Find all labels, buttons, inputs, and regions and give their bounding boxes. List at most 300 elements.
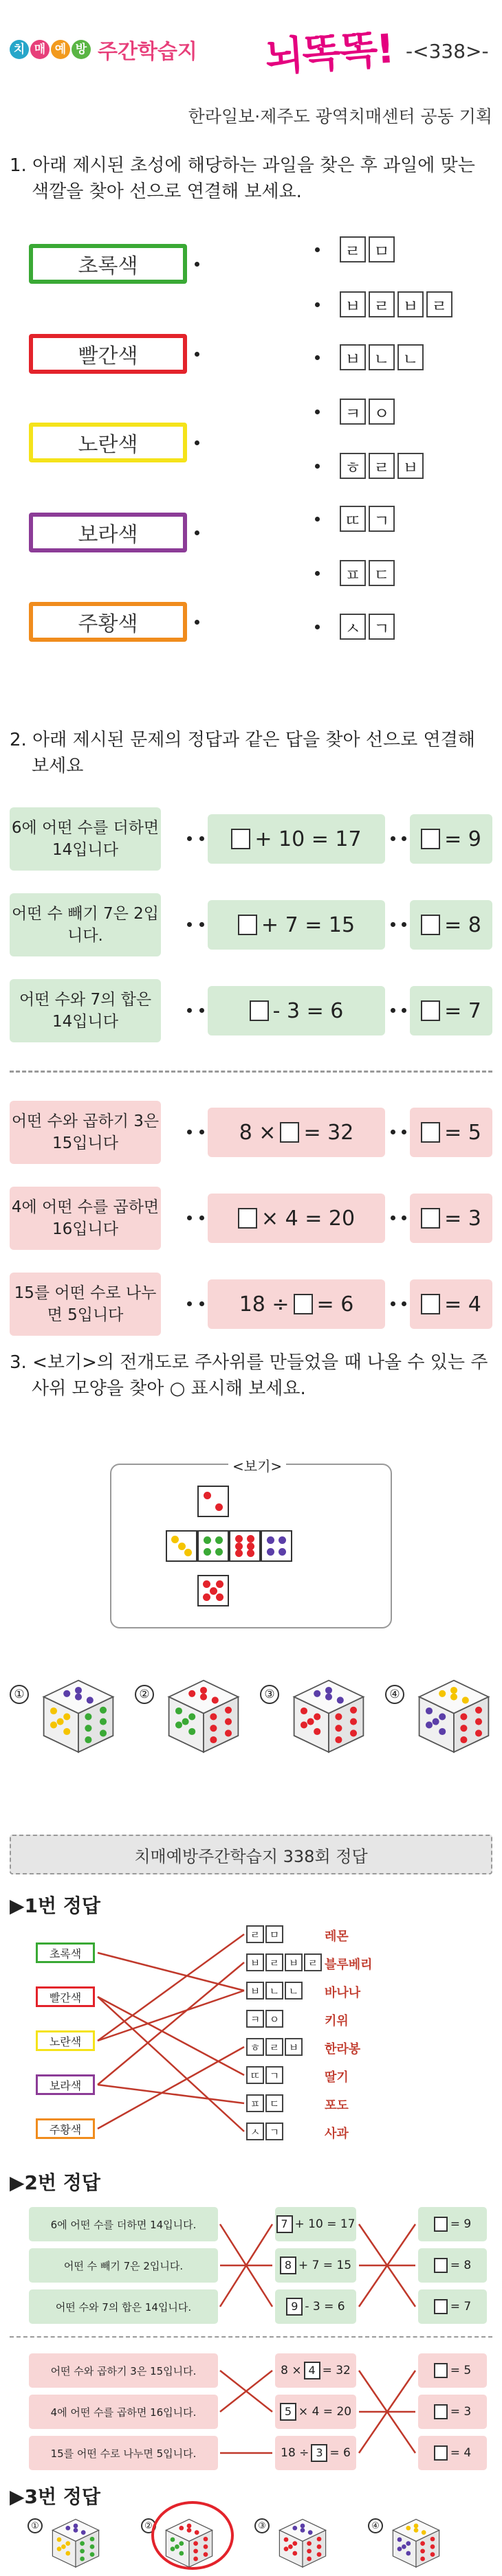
answer-circle: [151, 2501, 234, 2570]
connect-dot[interactable]: [187, 1301, 192, 1306]
dice-pip: [337, 1696, 344, 1703]
dice-pip: [475, 1707, 482, 1714]
dice-pip: [267, 1548, 274, 1556]
series-badge: [10, 40, 91, 59]
connect-dot[interactable]: [187, 1130, 192, 1134]
fruit-label: 바나나: [325, 1986, 361, 2000]
equation-card: [208, 1108, 385, 1157]
equation-text: = 6: [329, 2446, 351, 2460]
dice-pip: [75, 1694, 82, 1701]
dice-pip: [325, 1694, 332, 1701]
dice-pip: [81, 2530, 86, 2535]
connect-dot[interactable]: [187, 922, 192, 927]
dice-option[interactable]: [275, 2515, 330, 2570]
dice-pip: [350, 1718, 357, 1725]
dice-option[interactable]: [48, 2515, 103, 2570]
dice-pip: [85, 1736, 91, 1743]
jamo-cell: ㅂ: [340, 291, 366, 317]
color-box-green[interactable]: 초록색: [29, 244, 187, 284]
answer-problem: 어떤 수와 곱하기 3은 15입니다.: [29, 2353, 218, 2388]
problem-card: 6에 어떤 수를 더하면 14입니다: [10, 807, 161, 871]
dice-pip: [397, 2546, 402, 2551]
dice-pip: [216, 1593, 223, 1601]
option-number: ①: [10, 1685, 29, 1704]
dice-pip: [171, 1536, 179, 1543]
connect-dot[interactable]: [315, 571, 320, 576]
jamo-cell: ㅂ: [246, 1982, 264, 2000]
option-number: ④: [385, 1685, 404, 1704]
dice-pip: [307, 2557, 312, 2562]
equation-text: + 7 = 15: [261, 912, 356, 937]
dice-option[interactable]: [287, 1674, 370, 1756]
color-box-purple[interactable]: 보라색: [29, 513, 187, 552]
fruit-label: 사과: [325, 2127, 349, 2141]
jamo-cell: ㅂ: [246, 1953, 264, 1971]
equation-text: 8 ×: [239, 1120, 276, 1145]
dice-pip: [301, 2528, 305, 2533]
equation-text: × 4 = 20: [261, 1206, 356, 1231]
dice-pip: [215, 1503, 223, 1511]
dice-pip: [188, 1690, 195, 1697]
dice-pip: [50, 1707, 57, 1714]
dice-pip: [307, 2549, 312, 2553]
dice-face: [166, 1530, 197, 1562]
answer-banner: 치매예방주간학습지 338회 정답: [10, 1835, 492, 1874]
series-char: 치: [10, 40, 29, 59]
equation-text: 8 ×: [281, 2364, 302, 2377]
dice-pip: [210, 1587, 217, 1595]
connect-dot[interactable]: [402, 1008, 406, 1013]
connect-dot[interactable]: [187, 1008, 192, 1013]
equation-text: = 32: [322, 2364, 351, 2377]
filled-box: 9: [286, 2298, 303, 2316]
jamo-cell: ㄸ: [246, 2066, 264, 2084]
jamo-row: [340, 344, 424, 370]
dice-pip: [175, 1707, 182, 1714]
dice-pip: [184, 1549, 192, 1556]
jamo-cell: ㅎ: [340, 453, 366, 479]
connect-dot[interactable]: [187, 836, 192, 841]
series-title: [10, 34, 197, 65]
series-char: 매: [30, 40, 50, 59]
jamo-cell: ㅂ: [397, 291, 424, 317]
jamo-cell: ㅇ: [265, 2010, 283, 2028]
divider: [10, 2336, 492, 2338]
connect-dot[interactable]: [199, 1301, 204, 1306]
dice-pip: [200, 1687, 207, 1694]
connect-dot[interactable]: [391, 1130, 395, 1134]
jamo-cell: ㄹ: [426, 291, 452, 317]
answer-text: = 7: [450, 2300, 472, 2314]
option-number: ②: [135, 1685, 154, 1704]
issue-number: -<338>-: [406, 40, 489, 63]
equation-text: = 6: [316, 1292, 354, 1317]
dice-option[interactable]: [37, 1674, 120, 1756]
connect-dot[interactable]: [402, 1301, 406, 1306]
answer-problem: 4에 어떤 수를 곱하면 16입니다.: [29, 2395, 218, 2429]
blank-box: [421, 829, 440, 849]
jamo-row: [340, 560, 395, 586]
dice-pip: [80, 2549, 85, 2553]
jamo-cell: ㅂ: [397, 453, 424, 479]
jamo-cell: ㄸ: [340, 506, 366, 532]
dice-face: [197, 1486, 229, 1517]
dice-pip: [462, 1696, 469, 1703]
equation-text: + 10 = 17: [254, 827, 362, 851]
jamo-cell: ㅅ: [246, 2123, 264, 2140]
dice-pip: [188, 1713, 195, 1720]
dice-pip: [210, 1736, 217, 1743]
answer-text: = 5: [444, 1120, 481, 1145]
jamo-cell: ㄹ: [340, 236, 366, 262]
answer-3-heading: ▶3번 정답: [10, 2485, 100, 2508]
option-number: ④: [368, 2518, 383, 2533]
answer-problem: 어떤 수 빼기 7은 2입니다.: [29, 2248, 218, 2283]
connect-dot[interactable]: [199, 1130, 204, 1134]
equation-text: + 7 = 15: [298, 2259, 352, 2272]
answer-1-heading: ▶1번 정답: [10, 1894, 100, 1917]
color-box-yellow[interactable]: 노란색: [29, 423, 187, 462]
answer-1-lines: [0, 1917, 502, 2151]
equation-card: [208, 986, 385, 1035]
connect-dot[interactable]: [315, 355, 320, 360]
dice-pip: [225, 1707, 232, 1714]
blank-box: [280, 1122, 299, 1143]
dice-pip: [90, 2552, 95, 2557]
equation-text: - 3 = 6: [272, 998, 344, 1023]
dice-pip: [307, 1718, 314, 1725]
dice-pip: [182, 1718, 189, 1725]
answer-color-box: 노란색: [36, 2030, 95, 2051]
jamo-cell: ㄴ: [285, 1982, 303, 2000]
answer-line: [98, 1991, 244, 2041]
connect-dot[interactable]: [195, 352, 199, 357]
dice-pip: [314, 1728, 320, 1735]
dice-pip: [247, 1535, 254, 1543]
dice-pip: [301, 1707, 307, 1714]
dice-pip: [204, 1548, 211, 1556]
jamo-cell: ㄱ: [265, 2066, 283, 2084]
answer-text: = 4: [450, 2446, 472, 2460]
jamo-row: [340, 506, 395, 532]
series-name: 주간학습지: [98, 40, 197, 64]
jamo-cell: ㄹ: [369, 291, 395, 317]
dice-pip: [308, 2530, 313, 2535]
dice-pip: [460, 1713, 467, 1720]
dice-net-example: [110, 1458, 392, 1628]
blank-box: [238, 915, 257, 935]
equation-text: × 4 = 20: [298, 2405, 352, 2419]
blank-box: [421, 1208, 440, 1229]
fruit-label: 포도: [325, 2098, 349, 2113]
jamo-cell: ㅇ: [369, 399, 395, 425]
problem-card: 어떤 수 빼기 7은 2입니다.: [10, 893, 161, 956]
connect-dot[interactable]: [195, 262, 199, 267]
connect-dot[interactable]: [195, 620, 199, 625]
dice-pip: [65, 2551, 70, 2556]
blank-box: [294, 1294, 313, 1314]
dice-pip: [284, 2546, 289, 2551]
dice-pip: [420, 2541, 425, 2546]
connect-dot[interactable]: [391, 836, 395, 841]
answer-text: = 4: [444, 1292, 481, 1317]
page-header: [0, 0, 502, 126]
equation-card: [208, 900, 385, 950]
dice-pip: [284, 2538, 289, 2542]
connect-dot[interactable]: [199, 922, 204, 927]
jamo-cell: ㅁ: [265, 1925, 283, 1943]
answer-card: [410, 986, 492, 1035]
equation-card: [208, 1279, 385, 1329]
dice-pip: [314, 1713, 320, 1720]
blank-box: [238, 1208, 257, 1229]
dice-pip: [85, 1713, 91, 1720]
connect-dot[interactable]: [402, 1130, 406, 1134]
dice-pip: [210, 1725, 217, 1732]
dice-pip: [335, 1713, 342, 1720]
blank-box: [250, 1000, 269, 1021]
dice-pip: [200, 1694, 207, 1701]
connect-dot[interactable]: [187, 1216, 192, 1220]
dice-pip: [247, 1543, 254, 1550]
dice-pip: [90, 2537, 95, 2542]
dice-pip: [430, 2552, 435, 2557]
answer-text: = 7: [444, 998, 481, 1023]
connect-dot[interactable]: [391, 1008, 395, 1013]
jamo-cell: ㄱ: [369, 614, 395, 640]
dice-pip: [65, 2541, 70, 2546]
dice-pip: [335, 1736, 342, 1743]
filled-box: 5: [280, 2403, 296, 2421]
jamo-cell: ㅅ: [340, 614, 366, 640]
answer-problem: 15를 어떤 수로 나누면 5입니다.: [29, 2436, 218, 2470]
dice-pip: [80, 2541, 85, 2546]
dice-pip: [212, 1696, 219, 1703]
dice-face: [197, 1530, 229, 1562]
connect-dot[interactable]: [195, 530, 199, 535]
fruit-label: 키위: [325, 2014, 349, 2028]
dice-pip: [90, 2544, 95, 2549]
dice-pip: [430, 2544, 435, 2549]
dice-pip: [203, 1593, 210, 1601]
option-number: ①: [28, 2518, 43, 2533]
answer-problem: 어떤 수와 7의 합은 14입니다.: [29, 2289, 218, 2324]
blank-box: [231, 829, 250, 849]
dice-pip: [317, 2544, 322, 2549]
connect-dot[interactable]: [315, 464, 320, 469]
answer-text: = 3: [444, 1206, 481, 1231]
color-box-red[interactable]: 빨간색: [29, 334, 187, 374]
dice-pip: [439, 1690, 446, 1697]
dice-pip: [414, 2528, 419, 2533]
dice-pip: [63, 1728, 70, 1735]
dice-option[interactable]: [162, 1674, 245, 1756]
answer-2-lines: [0, 2199, 502, 2487]
connect-dot[interactable]: [402, 1216, 406, 1220]
dice-pip: [301, 1721, 307, 1728]
blank-box: [421, 1122, 440, 1143]
answer-text: = 8: [444, 912, 481, 937]
fruit-label: 레몬: [325, 1929, 349, 1944]
answer-card: [410, 900, 492, 950]
problem-card: 어떤 수와 7의 합은 14입니다: [10, 979, 161, 1042]
dice-pip: [314, 1690, 320, 1697]
jamo-cell: ㄹ: [246, 1925, 264, 1943]
connect-dot[interactable]: [315, 625, 320, 629]
dice-pip: [460, 1725, 467, 1732]
dice-option[interactable]: [413, 1674, 495, 1756]
dice-pip: [57, 1718, 64, 1725]
dice-pip: [50, 1721, 57, 1728]
option-number: ③: [254, 2518, 270, 2533]
dice-pip: [406, 2526, 411, 2531]
dice-pip: [100, 1718, 107, 1725]
dice-pip: [225, 1718, 232, 1725]
dice-pip: [247, 1549, 254, 1557]
jamo-cell: ㄱ: [265, 2123, 283, 2140]
option-number: ②: [141, 2518, 156, 2533]
dice-pip: [203, 1580, 210, 1588]
dice-pip: [426, 1721, 433, 1728]
dice-pip: [178, 1543, 186, 1550]
dice-pip: [63, 1690, 70, 1697]
connect-dot[interactable]: [315, 247, 320, 252]
dice-pip: [420, 2549, 425, 2553]
connect-dot[interactable]: [315, 517, 320, 522]
dice-pip: [225, 1729, 232, 1736]
dice-pip: [301, 2524, 305, 2529]
jamo-cell: ㄹ: [369, 453, 395, 479]
jamo-cell: ㄹ: [265, 2038, 283, 2056]
jamo-cell: ㄴ: [265, 1982, 283, 2000]
jamo-cell: ㅍ: [340, 560, 366, 586]
connect-dot[interactable]: [195, 440, 199, 445]
subtitle: 한라일보·제주도 광역치매센터 공동 기획: [188, 107, 492, 126]
equation-card: [208, 1194, 385, 1243]
dice-pip: [335, 1725, 342, 1732]
jamo-row: [340, 614, 395, 640]
question-3: 3. <보기>의 전개도로 주사위를 만들었을 때 나올 수 있는 주사위 모양을 찾아 ○ 표시해 보세요.: [10, 1352, 488, 1399]
dice-pip: [74, 2524, 78, 2529]
dice-pip: [414, 2524, 419, 2529]
answer-card: [410, 1194, 492, 1243]
jamo-cell: ㅂ: [340, 344, 366, 370]
connect-dot[interactable]: [199, 836, 204, 841]
dice-pip: [75, 1687, 82, 1694]
dice-pip: [188, 1728, 195, 1735]
answer-card: [410, 1108, 492, 1157]
dice-pip: [475, 1729, 482, 1736]
fruit-label: 한라봉: [325, 2042, 361, 2057]
dice-pip: [450, 1687, 457, 1694]
answer-text: = 5: [450, 2364, 472, 2377]
dice-pip: [307, 2541, 312, 2546]
dice-pip: [63, 1713, 70, 1720]
connect-dot[interactable]: [315, 302, 320, 307]
dice-pip: [80, 2557, 85, 2562]
dice-pip: [74, 2528, 78, 2533]
dice-option[interactable]: [389, 2515, 444, 2570]
dice-pip: [87, 1696, 94, 1703]
question-1: 1. 아래 제시된 초성에 해당하는 과일을 찾은 후 과일에 맞는 색깔을 찾아 선으로 연결해 보세요.: [10, 155, 475, 202]
dice-pip: [85, 1725, 91, 1732]
problem-card: 4에 어떤 수를 곱하면 16입니다: [10, 1187, 161, 1250]
jamo-cell: ㅁ: [369, 236, 395, 262]
jamo-cell: ㅋ: [340, 399, 366, 425]
dice-pip: [288, 2544, 293, 2549]
problem-card: 어떤 수와 곱하기 3은 15입니다: [10, 1101, 161, 1164]
dice-face: [261, 1530, 292, 1562]
filled-box: 3: [311, 2444, 327, 2462]
dice-pip: [350, 1729, 357, 1736]
connect-dot[interactable]: [199, 1216, 204, 1220]
connect-dot[interactable]: [402, 922, 406, 927]
dice-pip: [215, 1536, 223, 1544]
dice-pip: [204, 1492, 211, 1499]
filled-box: 7: [276, 2215, 293, 2233]
answer-problem: 6에 어떤 수를 더하면 14입니다.: [29, 2207, 218, 2241]
jamo-cell: ㄹ: [304, 1953, 322, 1971]
filled-box: 8: [280, 2256, 296, 2274]
jamo-row: [340, 236, 395, 262]
equation-text: 18 ÷: [281, 2446, 309, 2460]
color-box-orange[interactable]: 주황색: [29, 602, 187, 642]
connect-dot[interactable]: [315, 410, 320, 414]
jamo-cell: ㅂ: [285, 2038, 303, 2056]
equation-text: + 10 = 17: [294, 2217, 356, 2231]
dice-pip: [439, 1713, 446, 1720]
jamo-cell: ㅂ: [285, 1953, 303, 1971]
connect-dot[interactable]: [391, 1216, 395, 1220]
problem-card: 15를 어떤 수로 나누면 5입니다: [10, 1273, 161, 1336]
blank-box: [421, 1294, 440, 1314]
fruit-label: 블루베리: [325, 1958, 373, 1972]
connect-dot[interactable]: [402, 836, 406, 841]
dice-pip: [475, 1718, 482, 1725]
dice-pip: [267, 1536, 274, 1544]
dice-pip: [65, 2526, 70, 2531]
dice-pip: [292, 2551, 297, 2556]
connect-dot[interactable]: [391, 922, 395, 927]
connect-dot[interactable]: [199, 1008, 204, 1013]
dice-face: [197, 1575, 229, 1606]
answer-card: [410, 1279, 492, 1329]
dice-pip: [460, 1736, 467, 1743]
dice-pip: [216, 1580, 223, 1588]
jamo-cell: ㄱ: [369, 506, 395, 532]
dice-pip: [406, 2541, 411, 2546]
dice-pip: [100, 1729, 107, 1736]
answer-text: = 8: [450, 2259, 472, 2272]
dice-pip: [426, 1707, 433, 1714]
jamo-row: [340, 291, 452, 317]
blank-box: [421, 1000, 440, 1021]
jamo-cell: ㄷ: [369, 560, 395, 586]
answer-line: [98, 1962, 244, 2085]
dice-pip: [279, 1536, 286, 1544]
fruit-label: 딸기: [325, 2070, 349, 2085]
dice-pip: [439, 1728, 446, 1735]
answer-text: = 3: [450, 2405, 472, 2419]
filled-box: 4: [304, 2362, 320, 2379]
jamo-cell: ㄹ: [265, 1953, 283, 1971]
dice-pip: [100, 1707, 107, 1714]
series-char: 예: [51, 40, 70, 59]
equation-text: 18 ÷: [239, 1292, 290, 1317]
dice-pip: [61, 2544, 66, 2549]
jamo-cell: ㄷ: [265, 2094, 283, 2112]
connect-dot[interactable]: [391, 1301, 395, 1306]
